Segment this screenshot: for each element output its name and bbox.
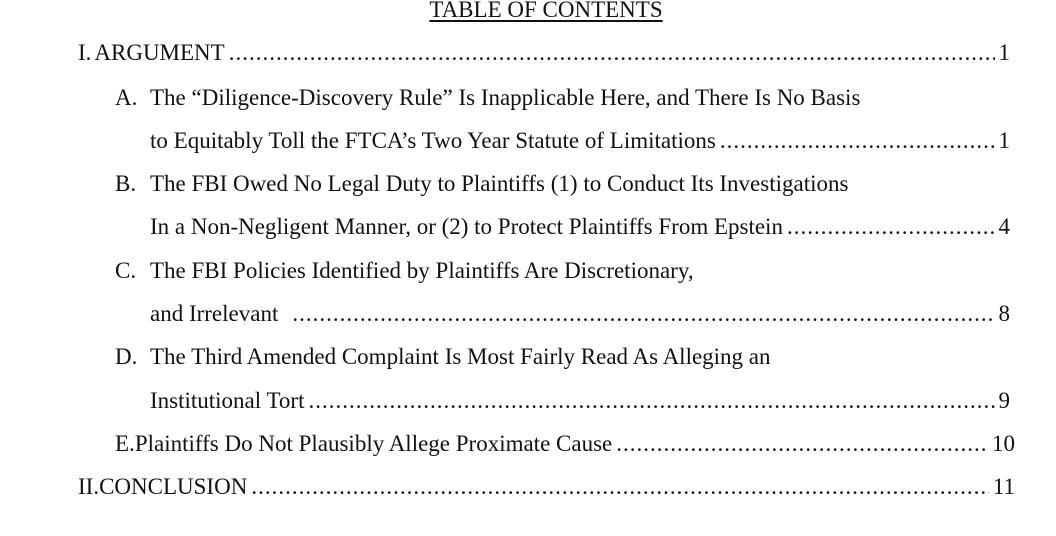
toc-dot-leader bbox=[251, 472, 989, 502]
toc-dot-leader bbox=[787, 212, 995, 242]
toc-dot-leader bbox=[616, 429, 988, 459]
toc-entry-letter: D. bbox=[115, 344, 138, 369]
toc-page-number: 4 bbox=[998, 214, 1010, 239]
toc-entry-e[interactable] bbox=[115, 429, 1015, 459]
toc-entry-title: Plaintiffs Do Not Plausibly Allege Proximate Cause bbox=[134, 431, 613, 456]
toc-entry-title-cont: to Equitably Toll the FTCA’s Two Year Statute of Limitations bbox=[150, 128, 716, 153]
toc-entry-title: The FBI Policies Identified by Plaintiffs Are Discretionary, bbox=[150, 258, 694, 283]
toc-entry-a-line2[interactable] bbox=[150, 126, 1010, 156]
toc-entry-title-cont: Institutional Tort bbox=[150, 388, 305, 413]
toc-entry-title: The FBI Owed No Legal Duty to Plaintiffs (1) to Conduct Its Investigations bbox=[150, 171, 849, 196]
toc-heading: TABLE OF CONTENTS bbox=[429, 0, 663, 22]
toc-dot-leader bbox=[720, 126, 995, 156]
toc-entry-letter: C. bbox=[115, 258, 137, 283]
toc-entry-b-line1[interactable] bbox=[115, 169, 848, 199]
toc-entry-title-cont: and Irrelevant bbox=[150, 301, 279, 326]
toc-dot-leader bbox=[292, 299, 994, 329]
toc-entry-d-line2[interactable] bbox=[150, 386, 1010, 416]
toc-entry-d-line1[interactable] bbox=[115, 342, 771, 372]
toc-dot-leader bbox=[229, 38, 995, 68]
toc-entry-title: The “Diligence-Discovery Rule” Is Inapplicable Here, and There Is No Basis bbox=[150, 85, 861, 110]
toc-entry-title: CONCLUSION bbox=[99, 474, 248, 499]
toc-page-number: 1 bbox=[998, 40, 1010, 65]
toc-entry-number: II. bbox=[78, 474, 100, 499]
toc-entry-letter: A. bbox=[115, 85, 138, 110]
toc-page-number: 11 bbox=[992, 474, 1015, 499]
toc-page-number: 1 bbox=[998, 128, 1010, 153]
toc-entry-title: ARGUMENT bbox=[94, 40, 225, 65]
toc-page-number: 9 bbox=[998, 388, 1010, 413]
toc-page-number: 10 bbox=[992, 431, 1015, 456]
toc-entry-argument[interactable] bbox=[78, 38, 1010, 68]
toc-dot-leader bbox=[309, 386, 995, 416]
toc-entry-letter: B. bbox=[115, 171, 137, 196]
toc-entry-a-line1[interactable] bbox=[115, 83, 860, 113]
toc-entry-letter: E. bbox=[115, 431, 135, 456]
toc-entry-c-line2[interactable] bbox=[150, 299, 1010, 329]
toc-entry-conclusion[interactable] bbox=[78, 472, 1015, 502]
toc-entry-c-line1[interactable] bbox=[115, 256, 694, 286]
toc-entry-number: I. bbox=[78, 40, 92, 65]
toc-page-number: 8 bbox=[998, 301, 1010, 326]
toc-entry-b-line2[interactable] bbox=[150, 212, 1010, 242]
toc-entry-title-cont: In a Non-Negligent Manner, or (2) to Protect Plaintiffs From Epstein bbox=[150, 214, 783, 239]
toc-entry-title: The Third Amended Complaint Is Most Fairly Read As Alleging an bbox=[150, 344, 771, 369]
